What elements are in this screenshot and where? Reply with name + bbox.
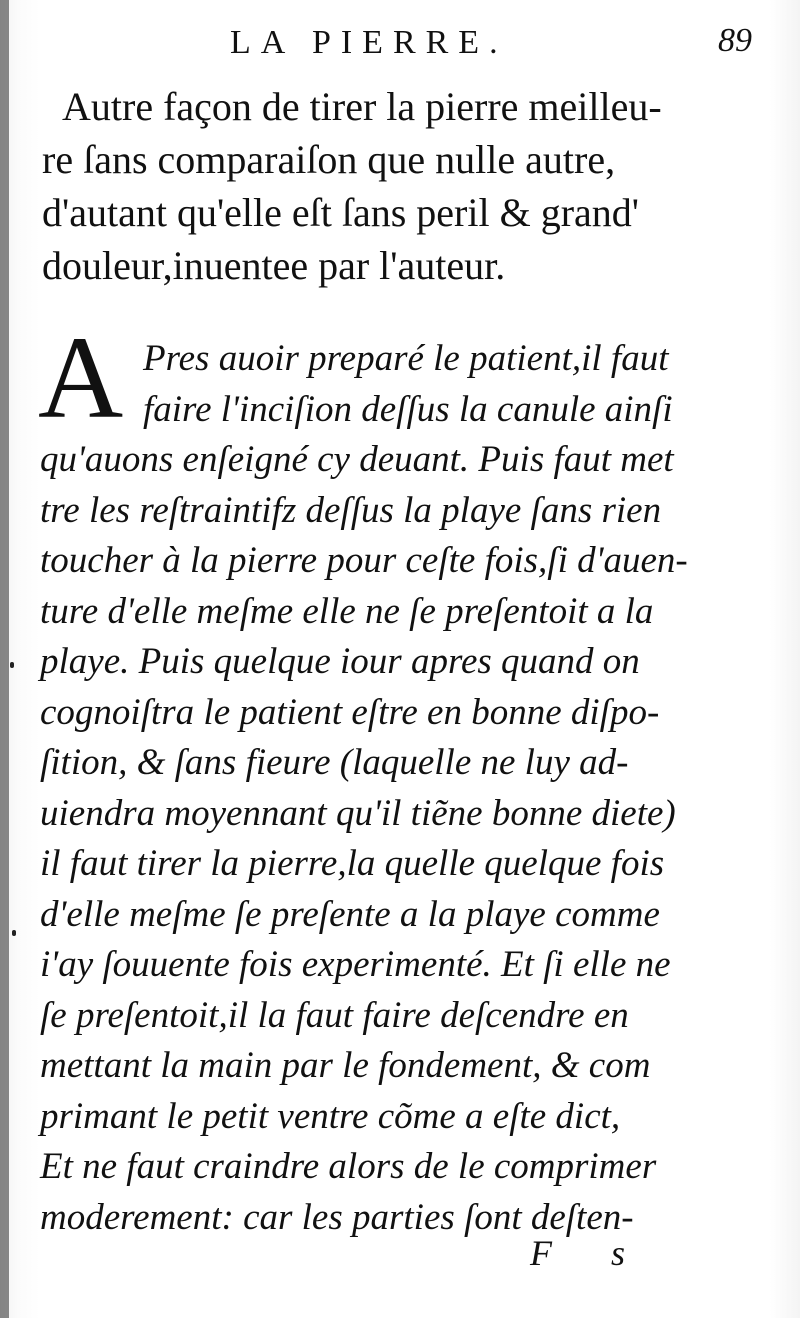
body-line: playe. Puis quelque iour apres quand on — [40, 641, 640, 682]
body-line: i'ay ſouuente fois experimenté. Et ſi elle ne — [40, 944, 671, 985]
running-head: LA PIERRE. — [230, 24, 508, 61]
body-line: qu'auons enſeigné cy deuant. Puis faut met — [40, 439, 674, 480]
page-number: 89 — [718, 22, 752, 59]
body-line: uiendra moyennant qu'il tiẽne bonne diete) — [40, 792, 676, 834]
ink-speck — [10, 662, 14, 668]
page-gutter-shadow — [0, 0, 9, 1318]
body-line: ture d'elle meſme elle ne ſe preſentoit a la — [40, 590, 654, 632]
ink-speck — [12, 930, 16, 936]
body-line: moderement: car les parties ſont deſten- — [40, 1196, 634, 1238]
body-line: faire l'inciſion deſſus la canule ainſi — [143, 388, 673, 430]
body-line: ſition, & ſans fieure (laquelle ne luy ad- — [40, 742, 629, 783]
body-line: primant le petit ventre cõme a eſte dict, — [40, 1095, 621, 1137]
body-line: il faut tirer la pierre,la quelle quelque fois — [40, 843, 665, 884]
body-line: d'elle meſme ſe preſente a la playe comme — [40, 893, 660, 935]
body-line: toucher à la pierre pour ceſte fois,ſi d'auen- — [40, 540, 688, 581]
body-line: mettant la main par le fondement, & com — [40, 1045, 651, 1086]
body-line: cognoiſtra le patient eſtre en bonne diſpo- — [40, 691, 660, 733]
drop-cap: A — [38, 312, 124, 443]
body-paragraph — [40, 334, 770, 1243]
body-line: Et ne faut craindre alors de le comprimer — [40, 1146, 657, 1187]
heading-line: d'autant qu'elle eſt ſans peril & grand' — [42, 190, 639, 235]
body-line: tre les reſtraintifz deſſus la playe ſans rien — [40, 489, 662, 531]
section-heading — [42, 80, 762, 292]
heading-line: douleur,inuentee par l'auteur. — [42, 243, 506, 288]
heading-line: re ſans comparaiſon que nulle autre, — [42, 137, 616, 182]
heading-line: Autre façon de tirer la pierre meilleu- — [62, 84, 662, 129]
body-line: ſe preſentoit,il la faut faire deſcendre en — [40, 994, 629, 1036]
body-line: Pres auoir preparé le patient,il faut — [143, 338, 669, 379]
catchword-signature: F s — [530, 1233, 625, 1273]
